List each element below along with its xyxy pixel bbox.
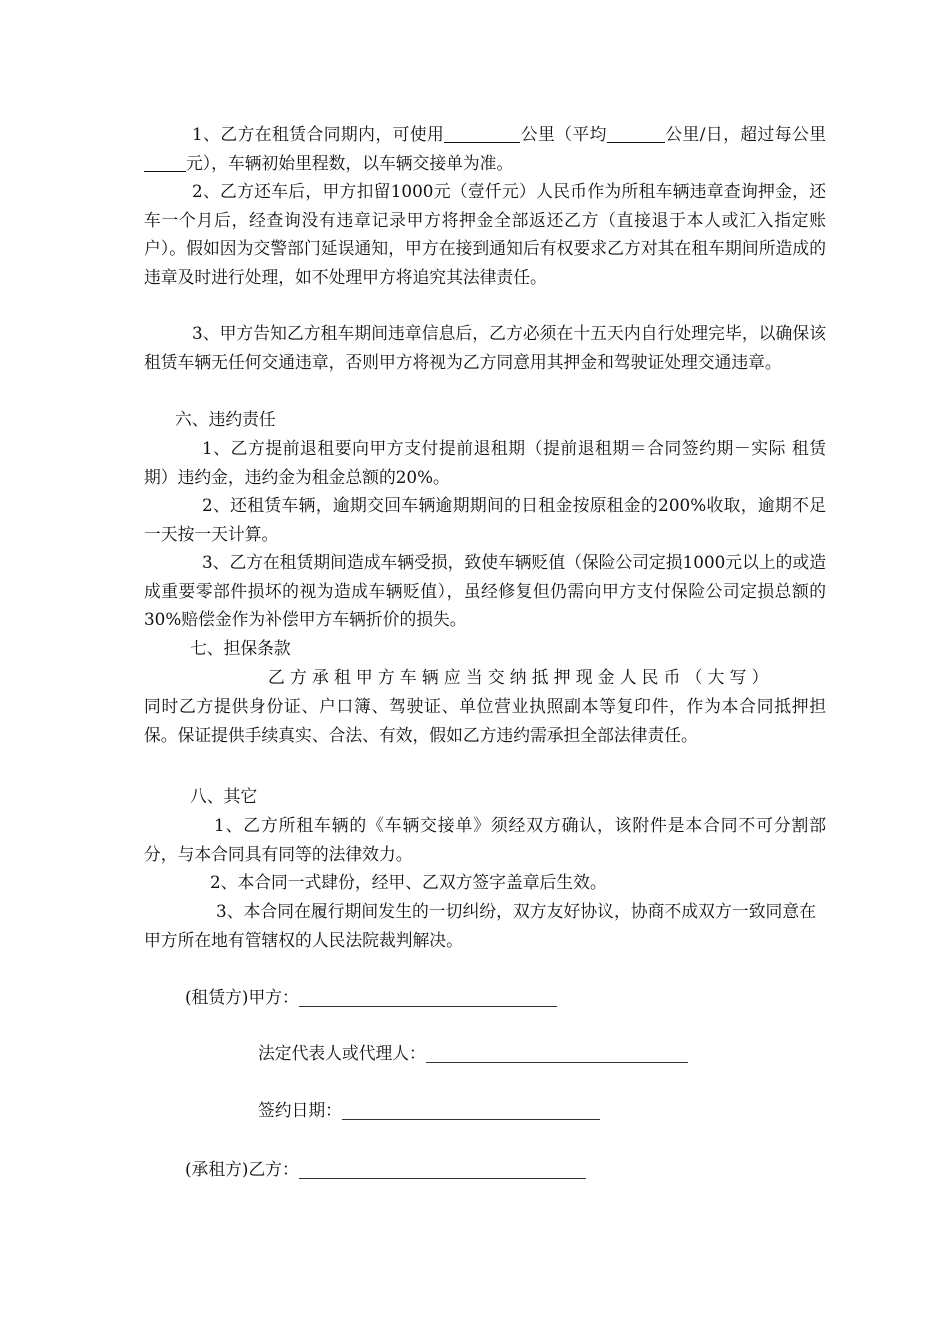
mileage-total-blank[interactable] [444, 124, 520, 143]
clause-6-1: 1、乙方提前退租要向甲方支付提前退租期（提前退租期＝合同签约期－实际 租赁期）违约金，违约金为租金总额的20%。 [144, 438, 826, 487]
section-6-heading: 六、违约责任 [175, 409, 276, 429]
representative-label: 法定代表人或代理人： [258, 1043, 426, 1063]
price-per-km-blank[interactable] [144, 153, 186, 172]
clause-7-body: 同时乙方提供身份证、户口簿、驾驶证、单位营业执照副本等复印件，作为本合同抵押担保。保证提供手续真实、合法、有效，假如乙方违约需承担全部法律责任。 [144, 696, 826, 745]
clause-6-2: 2、还租赁车辆，逾期交回车辆逾期期间的日租金按原租金的200%收取，逾期不足一天按一天计算。 [144, 495, 826, 544]
lessor-signature-row [185, 983, 557, 1011]
section-7-heading: 七、担保条款 [190, 638, 291, 658]
clause-5-1-part-a: 1、乙方在租赁合同期内，可使用 [192, 124, 445, 144]
clause-5-1-part-d: 元），车辆初始里程数，以车辆交接单为准。 [186, 152, 514, 173]
mileage-daily-blank[interactable] [607, 124, 665, 143]
lessor-label: (租赁方)甲方： [185, 987, 299, 1007]
signing-date-line[interactable] [342, 1099, 600, 1120]
clause-5-1 [144, 120, 826, 177]
lessor-signature-line[interactable] [299, 986, 557, 1007]
signing-date-label: 签约日期： [258, 1100, 342, 1120]
lessee-label: (承租方)乙方： [185, 1159, 299, 1179]
clause-5-3: 3、甲方告知乙方租车期间违章信息后，乙方必须在十五天内自行处理完毕，以确保该租赁车辆无任何交通违章，否则甲方将视为乙方同意用其押金和驾驶证处理交通违章。 [144, 323, 826, 372]
clause-5-2: 2、乙方还车后，甲方扣留1000元（壹仟元）人民币作为所租车辆违章查询押金，还车一个月后，经查询没有违章记录甲方将押金全部返还乙方（直接退于本人或汇入指定账户）。假如因为交警部门延误通知，甲方在接到通知后有权要求乙方对其在租车期间所造成的违章及时进行处理，如不处理甲方将追究其法律责任。 [144, 181, 826, 287]
clause-8-1: 1、乙方所租车辆的《车辆交接单》须经双方确认，该附件是本合同不可分割部分，与本合同具有同等的法律效力。 [144, 815, 826, 864]
date-signature-row [258, 1096, 600, 1124]
clause-5-1-part-c: 公里/日，超过每公里 [664, 124, 826, 144]
clause-8-2: 2、本合同一式肆份，经甲、乙双方签字盖章后生效。 [210, 872, 607, 892]
representative-signature-row [258, 1039, 688, 1067]
clause-8-3: 3、本合同在履行期间发生的一切纠纷，双方友好协议，协商不成双方一致同意在甲方所在地有管辖权的人民法院裁判解决。 [144, 901, 816, 950]
clause-6-3: 3、乙方在租赁期间造成车辆受损，致使车辆贬值（保险公司定损1000元以上的或造成重要零部件损坏的视为造成车辆贬值），虽经修复但仍需向甲方支付保险公司定损总额的30%赔偿金作为补偿甲方车辆折价的损失。 [144, 552, 826, 629]
lessee-signature-row [185, 1155, 586, 1183]
representative-signature-line[interactable] [426, 1042, 688, 1063]
clause-7-first-line: 乙方承租甲方车辆应当交纳抵押现金人民币（大写） [268, 667, 774, 687]
section-8-heading: 八、其它 [190, 786, 258, 806]
clause-5-1-part-b: 公里（平均 [520, 124, 607, 144]
lessee-signature-line[interactable] [299, 1158, 586, 1179]
